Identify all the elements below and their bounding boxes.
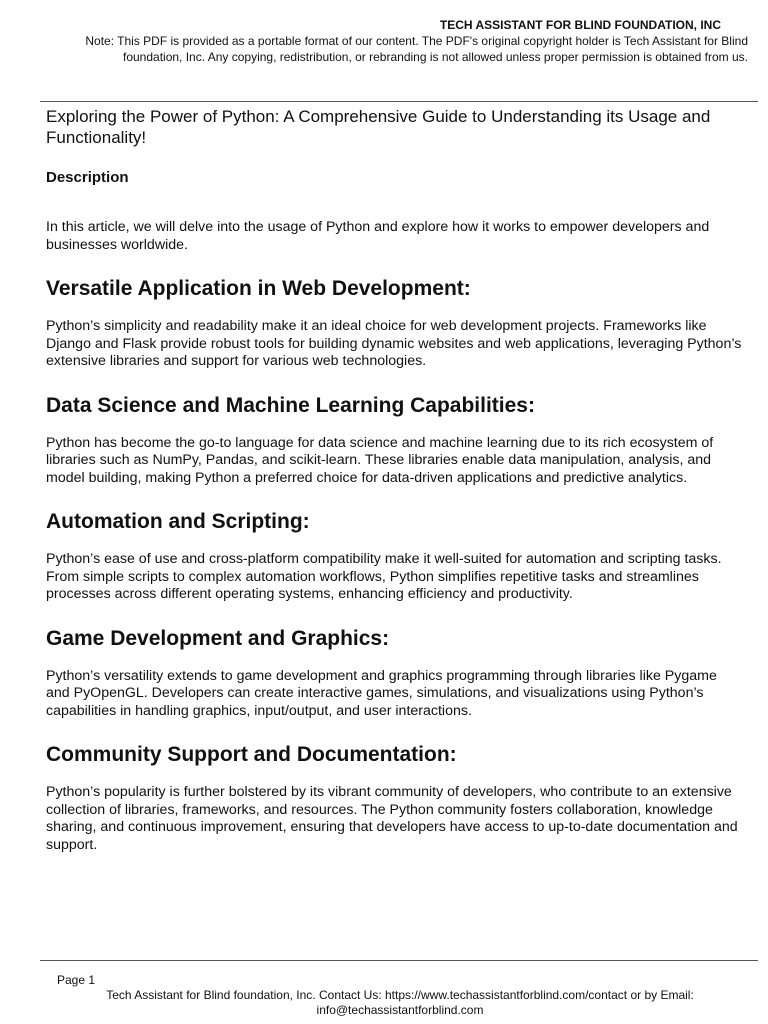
section-heading-web-development: Versatile Application in Web Development: [46,277,471,300]
section-body-automation: Python’s ease of use and cross-platform compatibility make it well-suited for automation and scripting tasks. From simple scripts to complex automation workflows, Python simplifies repetitive tasks and streamlines processes across different operating systems, enhancing efficiency and productivity. [46,551,722,602]
section-heading-community: Community Support and Documentation: [46,743,457,766]
section-body-data-science: Python has become the go-to language for data science and machine learning due to its rich ecosystem of libraries such as NumPy, Pandas, and scikit-learn. These libraries enable data manipulation, analysis, and model building, making Python a preferred choice for data-driven applications and predictive analytics. [46,434,714,486]
footer-contact: Tech Assistant for Blind foundation, Inc. Contact Us: https://www.techassistantforblind.com/contact or by Email: info@techassistantforblind.com [106,988,694,1017]
document-content [46,106,744,854]
organization-name: TECH ASSISTANT FOR BLIND FOUNDATION, INC [439,18,721,32]
description-heading: Description [46,169,129,186]
page-number: Page 1 [57,973,96,987]
section-heading-automation: Automation and Scripting: [46,510,310,533]
document-title: Exploring the Power of Python: A Comprehensive Guide to Understanding its Usage and Functionality! [46,107,711,147]
header-divider [40,101,758,102]
section-heading-data-science: Data Science and Machine Learning Capabilities: [46,393,535,417]
page-header [40,18,748,65]
intro-paragraph: In this article, we will delve into the usage of Python and explore how it works to empower developers and businesses worldwide. [46,219,710,253]
section-heading-game-development: Game Development and Graphics: [46,626,390,650]
footer-divider [40,960,758,961]
section-body-web-development: Python’s simplicity and readability make it an ideal choice for web development projects. Frameworks like Django and Flask provide robust tools for building dynamic websites and web applications, leveraging Python’s extensive libraries and support for various web technologies. [46,318,742,369]
section-body-game-development: Python’s versatility extends to game development and graphics programming through libraries like Pygame and PyOpenGL. Developers can create interactive games, simulations, and visualizations using Python’s capabilities in handling graphics, input/output, and user interactions. [46,667,717,719]
copyright-note: Note: This PDF is provided as a portable format of our content. The PDF's original copyright holder is Tech Assistant for Blind foundation, Inc. Any copying, redistribution, or rebranding is not allowed unless proper permission is obtained from us. [85,34,748,64]
section-body-community: Python’s popularity is further bolstered by its vibrant community of developers, who contribute to an extensive collection of libraries, frameworks, and resources. The Python community fosters collaboration, knowledge sharing, and continuous improvement, ensuring that developers have access to up-to-date documentation and support. [46,784,738,853]
